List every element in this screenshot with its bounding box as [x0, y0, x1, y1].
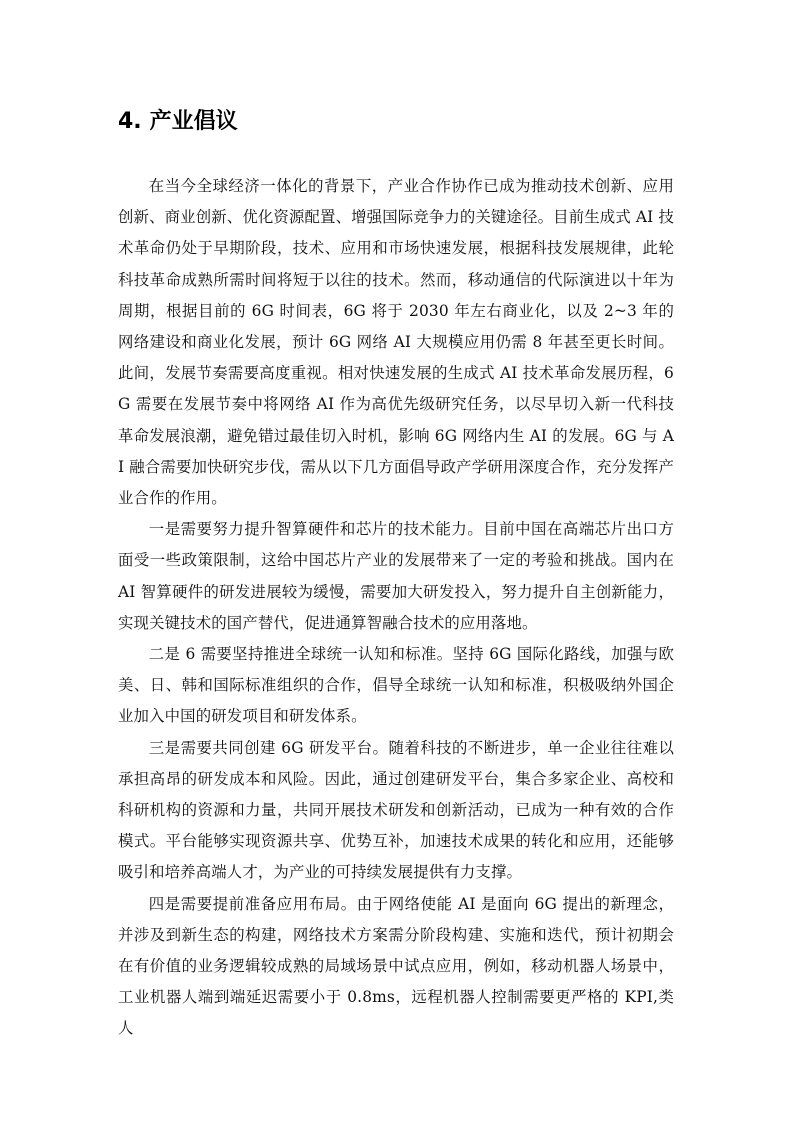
- paragraph-application-layout: 四是需要提前准备应用布局。由于网络使能 AI 是面向 6G 提出的新理念，并涉及到新生态的构建，网络技术方案需分阶段构建、实施和迭代，预计初期会在有价值的业务逻辑较成熟的局域场景中试点应用，例如，移动机器人场景中，工业机器人端到端延迟需要小于 0.8ms，远程机器人控制需要更严格的 KPI,类人: [118, 894, 674, 1038]
- paragraph-global-standards: 二是 6 需要坚持推进全球统一认知和标准。坚持 6G 国际化路线，加强与欧美、日、韩和国际标准组织的合作，倡导全球统一认知和标准，积极吸纳外国企业加入中国的研发项目和研发体系。: [118, 645, 674, 726]
- paragraph-chip-capability: 一是需要努力提升智算硬件和芯片的技术能力。目前中国在高端芯片出口方面受一些政策限制，这给中国芯片产业的发展带来了一定的考验和挑战。国内在 AI 智算硬件的研发进展较为缓慢，需要加大研发投入，努力提升自主创新能力，实现关键技术的国产替代，促进通算智融合技术的应用落地。: [118, 520, 674, 632]
- paragraph-intro: 在当今全球经济一体化的背景下，产业合作协作已成为推动技术创新、应用创新、商业创新、优化资源配置、增强国际竞争力的关键途径。目前生成式 AI 技术革命仍处于早期阶段，技术、应用和市场快速发展，根据科技发展规律，此轮科技革命成熟所需时间将短于以往的技术。然而，移动通信的代际演进以十年为周期，根据目前的 6G 时间表，6G 将于 2030 年左右商业化，以及 2~3 年的网络建设和商业化发展，预计 6G 网络 AI 大规模应用仍需 8 年甚至更长时间。此间，发展节奏需要高度重视。相对快速发展的生成式 AI 技术革命发展历程，6G 需要在发展节奏中将网络 AI 作为高优先级研究任务，以尽早切入新一代科技革命发展浪潮，避免错过最佳切入时机，影响 6G 网络内生 AI 的发展。6G 与 AI 融合需要加快研究步伐，需从以下几方面倡导政产学研用深度合作，充分发挥产业合作的作用。: [118, 177, 674, 508]
- body-text: [118, 171, 674, 1045]
- section-number: 4.: [118, 109, 142, 134]
- paragraph-rd-platform: 三是需要共同创建 6G 研发平台。随着科技的不断进步，单一企业往往难以承担高昂的研发成本和风险。因此，通过创建研发平台，集合多家企业、高校和科研机构的资源和力量，共同开展技术研发和创新活动，已成为一种有效的合作模式。平台能够实现资源共享、优势互补，加速技术成果的转化和应用，还能够吸引和培养高端人才，为产业的可持续发展提供有力支撑。: [118, 738, 674, 882]
- section-title: 产业倡议: [149, 109, 238, 134]
- section-heading: [118, 104, 238, 140]
